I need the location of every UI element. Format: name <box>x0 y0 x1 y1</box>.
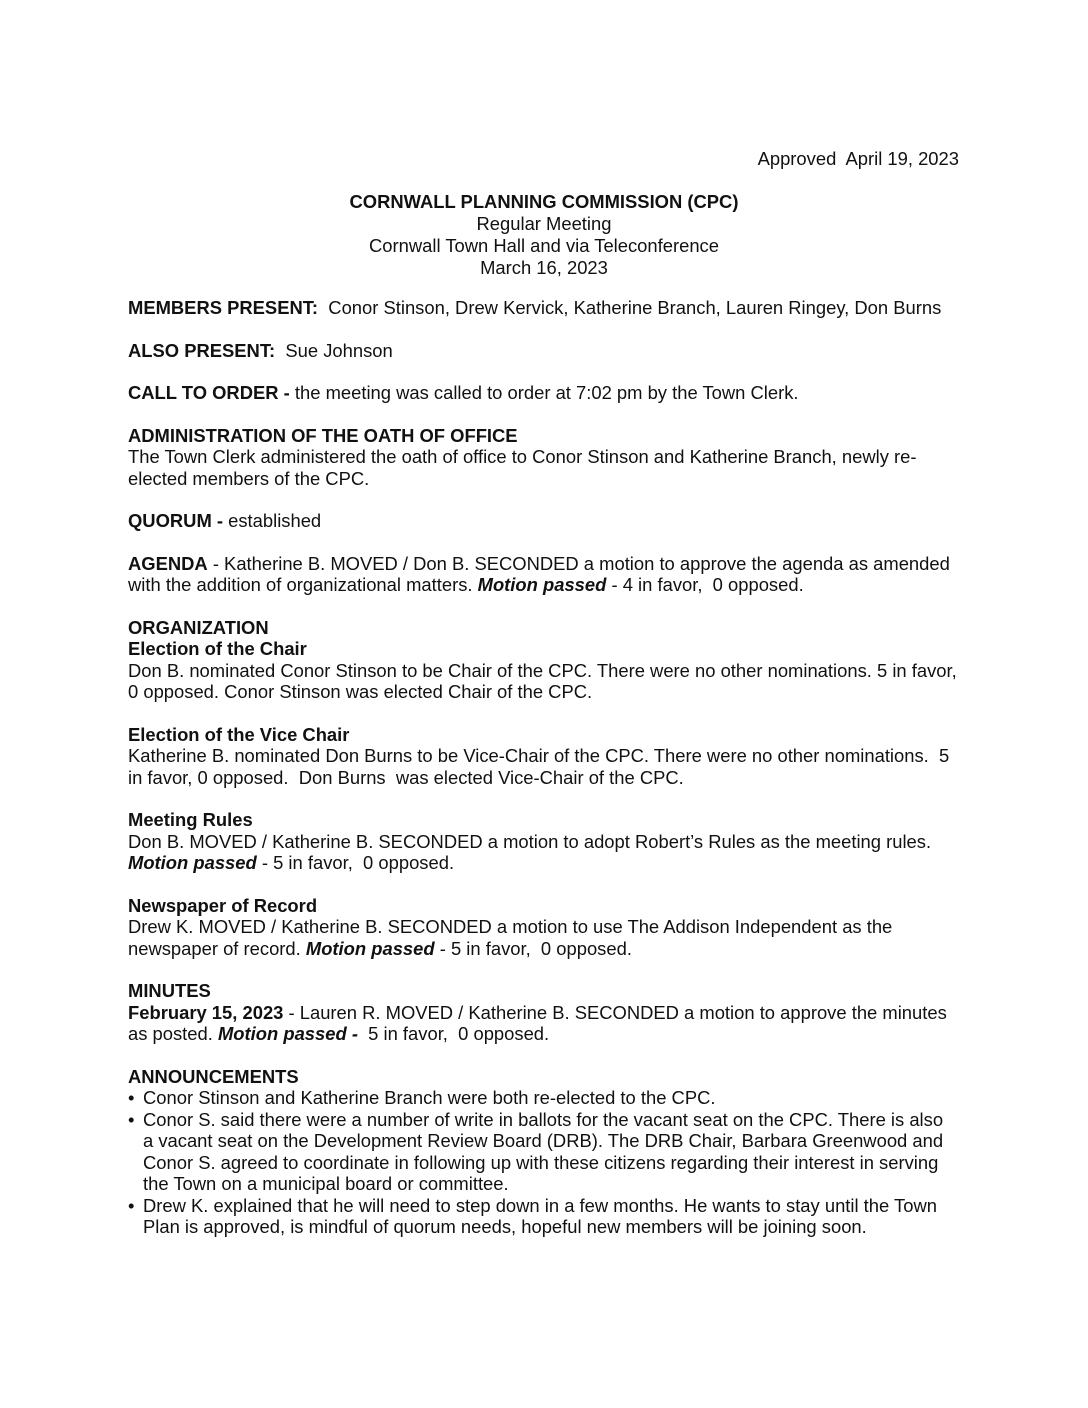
newspaper-section <box>128 895 958 960</box>
minutes-section <box>128 980 958 1045</box>
oath-text: The Town Clerk administered the oath of office to Conor Stinson and Katherine Branch, newly re-elected members of the CPC. <box>128 446 917 489</box>
members-present-section <box>128 297 958 319</box>
quorum-section <box>128 510 958 532</box>
organization-heading: ORGANIZATION <box>128 616 269 638</box>
newspaper-vote: - 5 in favor, 0 opposed. <box>434 937 632 959</box>
newspaper-text: Drew K. MOVED / Katherine B. SECONDED a motion to use The Addison Independent as the newspaper of record. <box>128 916 898 959</box>
members-present-text: Conor Stinson, Drew Kervick, Katherine Branch, Lauren Ringey, Don Burns <box>318 297 942 318</box>
election-vice-chair-text: Katherine B. nominated Don Burns to be Vice-Chair of the CPC. There were no other nominations. 5 in favor, 0 opposed. Don Burns was elected Vice-Chair of the CPC. <box>128 745 955 788</box>
minutes-date: February 15, 2023 <box>128 1001 284 1023</box>
agenda-section <box>128 553 958 596</box>
minutes-motion-result: Motion passed - <box>217 1023 364 1044</box>
meeting-location: Cornwall Town Hall and via Teleconference <box>369 235 719 256</box>
call-to-order-label: CALL TO ORDER - <box>128 382 290 403</box>
members-present-label: MEMBERS PRESENT: <box>128 297 319 318</box>
election-chair-heading: Election of the Chair <box>128 638 307 659</box>
election-vice-chair-heading: Election of the Vice Chair <box>128 723 350 745</box>
meeting-rules-text: Don B. MOVED / Katherine B. SECONDED a motion to adopt Robert’s Rules as the meeting rules. <box>128 830 937 852</box>
agenda-motion-result: Motion passed <box>477 574 607 595</box>
document-title: CORNWALL PLANNING COMMISSION (CPC) <box>349 191 739 212</box>
newspaper-heading: Newspaper of Record <box>128 894 318 916</box>
quorum-text: established <box>223 510 322 531</box>
organization-chair-section <box>128 617 958 703</box>
agenda-vote: - 4 in favor, 0 opposed. <box>606 574 804 595</box>
election-vice-chair-section <box>128 724 958 789</box>
minutes-body <box>128 297 958 1259</box>
announcement-item: • Conor S. said there were a number of write in ballots for the vacant seat on the CPC. There is also a vacant seat on the Development Review Board (DRB). The DRB Chair, Barbara Greenwood and Conor S. agreed to coordinate in following up with these citizens regarding their interest in serving the Town on a municipal board or committee. <box>128 1109 958 1195</box>
minutes-vote: 5 in favor, 0 opposed. <box>363 1023 550 1044</box>
quorum-label: QUORUM - <box>128 510 224 531</box>
document-header <box>0 191 1088 279</box>
announcements-list <box>128 1087 958 1238</box>
minutes-heading: MINUTES <box>128 980 211 1001</box>
announcement-item: • Conor Stinson and Katherine Branch were both re-elected to the CPC. <box>128 1087 958 1109</box>
meeting-rules-section <box>128 809 958 874</box>
meeting-date: March 16, 2023 <box>480 257 608 278</box>
agenda-label: AGENDA <box>128 552 208 574</box>
announcements-section <box>128 1066 958 1238</box>
meeting-rules-heading: Meeting Rules <box>128 809 253 830</box>
meeting-rules-vote: - 5 in favor, 0 opposed. <box>256 852 455 873</box>
oath-section <box>128 425 958 490</box>
election-chair-text: Don B. nominated Conor Stinson to be Chair of the CPC. There were no other nominations. 5 in favor, 0 opposed. Conor Stinson was elected Chair of the CPC. <box>128 659 957 702</box>
also-present-section <box>128 340 958 362</box>
meeting-rules-motion-result: Motion passed <box>128 852 257 873</box>
announcement-item: • Drew K. explained that he will need to step down in a few months. He wants to stay until the Town Plan is approved, is mindful of quorum needs, hopeful new members will be joining soon. <box>128 1195 958 1238</box>
call-to-order-section <box>128 382 958 404</box>
oath-heading: ADMINISTRATION OF THE OATH OF OFFICE <box>128 424 518 446</box>
also-present-text: Sue Johnson <box>275 339 393 361</box>
also-present-label: ALSO PRESENT: <box>128 339 276 361</box>
newspaper-motion-result: Motion passed <box>305 937 435 959</box>
minutes-text: - Lauren R. MOVED / Katherine B. SECONDED a motion to approve the minutes as posted. <box>128 1001 952 1044</box>
approval-note: Approved April 19, 2023 <box>757 148 959 169</box>
call-to-order-text: the meeting was called to order at 7:02 pm by the Town Clerk. <box>289 382 799 403</box>
meeting-type: Regular Meeting <box>476 213 612 234</box>
announcements-heading: ANNOUNCEMENTS <box>128 1065 299 1087</box>
agenda-text: - Katherine B. MOVED / Don B. SECONDED a motion to approve the agenda as amended with the addition of organizational matters. <box>128 552 955 595</box>
